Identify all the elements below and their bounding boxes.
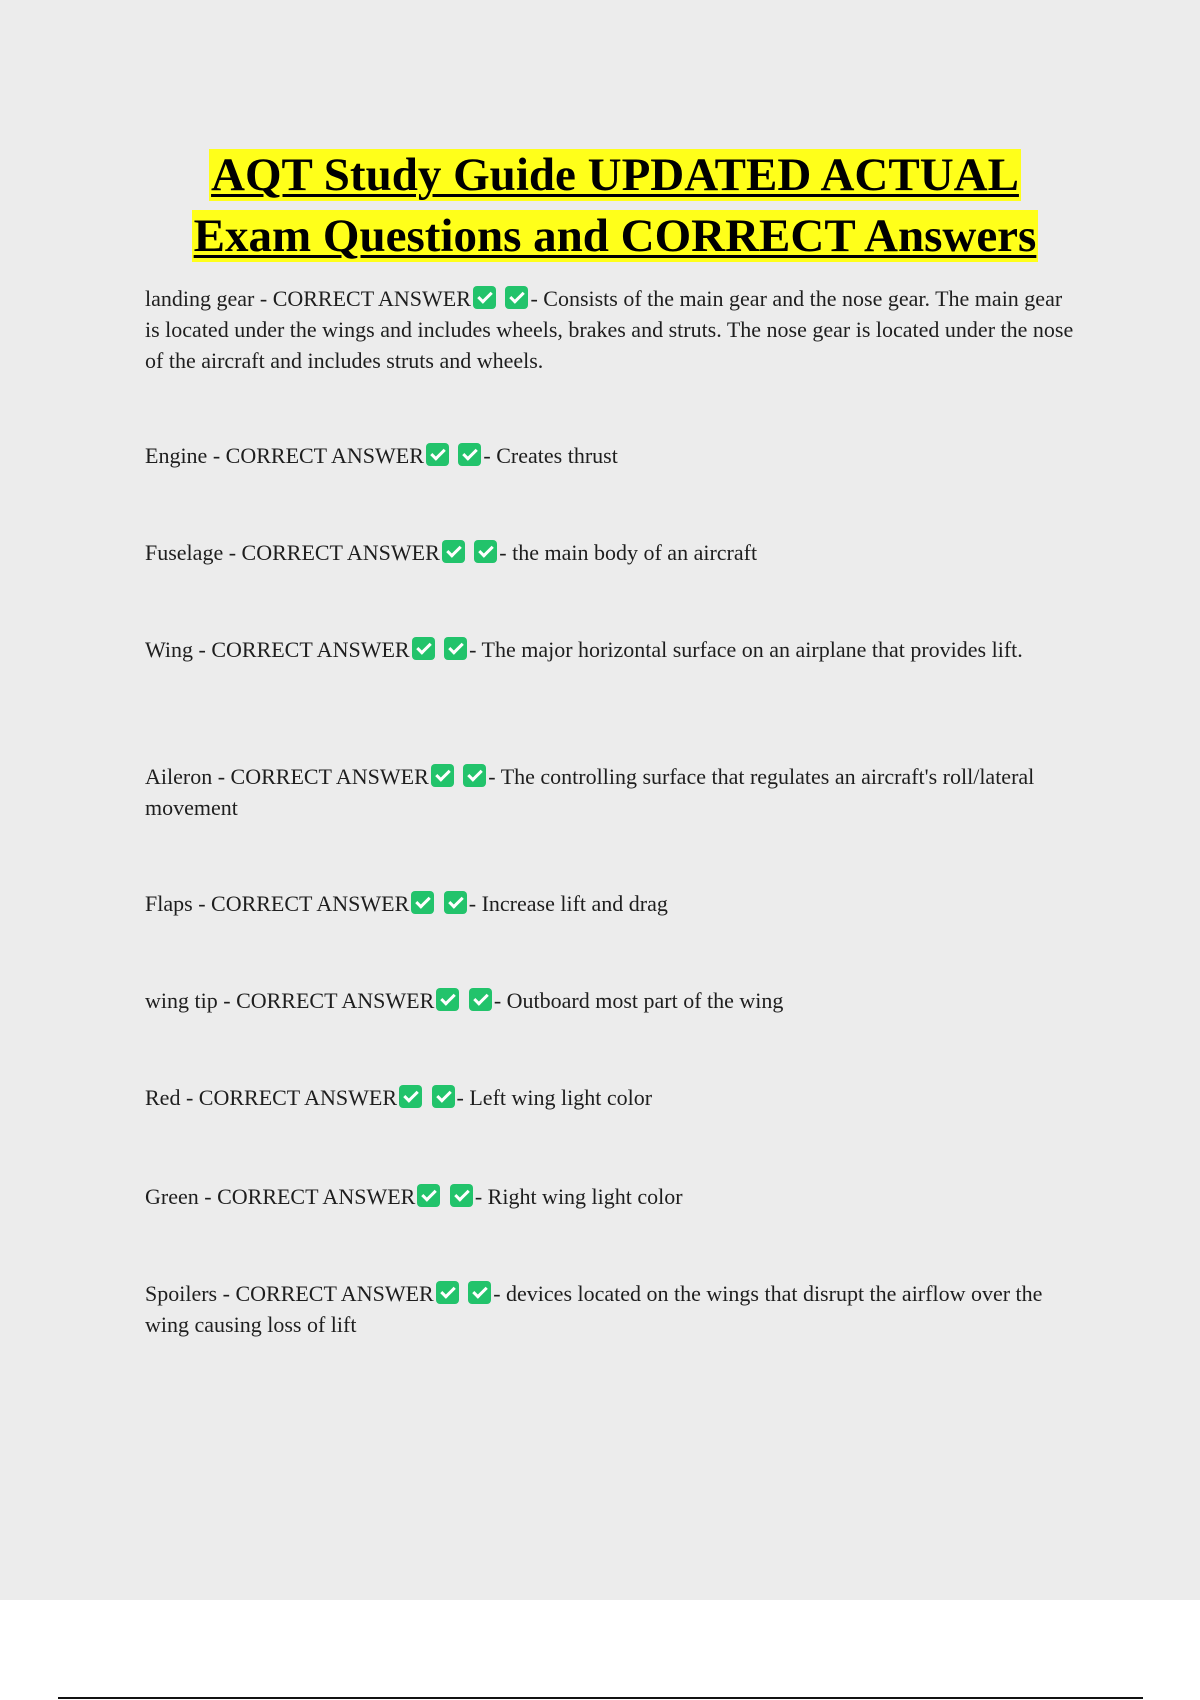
answer-marker: CORRECT ANSWER: [211, 637, 410, 662]
entry-definition: Outboard most part of the wing: [506, 988, 784, 1013]
entry-definition: Consists of the main gear and the nose gear. The main gear is located under the wings and includes wheels, brakes and struts. The nose gear is located under the nose of the aircraft and includes struts and wheels.: [145, 286, 1074, 373]
check-icon: [399, 1085, 422, 1108]
answer-marker: CORRECT ANSWER: [235, 1281, 434, 1306]
check-icon: [463, 764, 486, 787]
check-icon: [432, 1085, 455, 1108]
qa-entry: Flaps - CORRECT ANSWER - Increase lift and drag: [145, 891, 668, 916]
qa-entry: Aileron - CORRECT ANSWER - The controlling surface that regulates an aircraft's roll/lateral movement: [145, 764, 1035, 820]
check-icon: [444, 891, 467, 914]
document-title: [100, 145, 1130, 267]
check-icon: [442, 540, 465, 563]
entry-definition: Creates thrust: [496, 443, 618, 468]
entry-term: landing gear: [145, 286, 255, 311]
entry-definition: devices located on the wings that disrupt the airflow over the wing causing loss of lift: [145, 1281, 1043, 1337]
qa-entry: landing gear - CORRECT ANSWER - Consists of the main gear and the nose gear. The main gear is located under the wings and includes wheels, brakes and struts. The nose gear is located under the nose of the aircraft and includes struts and wheels.: [145, 286, 1074, 373]
entry-term: wing tip: [145, 988, 218, 1013]
check-icon: [417, 1184, 440, 1207]
check-icon: [505, 286, 528, 309]
entry-term: Red: [145, 1085, 181, 1110]
footer-divider: [58, 1697, 1143, 1699]
qa-entry: Fuselage - CORRECT ANSWER - the main body of an aircraft: [145, 540, 758, 565]
qa-entry: Red - CORRECT ANSWER - Left wing light color: [145, 1085, 653, 1110]
check-icon: [436, 988, 459, 1011]
document-title-line-1: AQT Study Guide UPDATED ACTUAL: [211, 149, 1019, 201]
entry-definition: The major horizontal surface on an airplane that provides lift.: [481, 637, 1023, 662]
qa-entry: Wing - CORRECT ANSWER - The major horizontal surface on an airplane that provides lift.: [145, 637, 1023, 662]
answer-marker: CORRECT ANSWER: [272, 286, 471, 311]
answer-marker: CORRECT ANSWER: [230, 764, 429, 789]
check-icon: [458, 443, 481, 466]
document-title-line-2: Exam Questions and CORRECT Answers: [193, 210, 1037, 262]
answer-marker: CORRECT ANSWER: [241, 540, 440, 565]
answer-marker: CORRECT ANSWER: [217, 1184, 416, 1209]
check-icon: [468, 1281, 491, 1304]
entry-definition: Increase lift and drag: [481, 891, 668, 916]
entry-definition: Right wing light color: [487, 1184, 683, 1209]
entry-term: Spoilers: [145, 1281, 218, 1306]
entry-definition: Left wing light color: [469, 1085, 653, 1110]
check-icon: [473, 286, 496, 309]
entry-term: Aileron: [145, 764, 213, 789]
answer-marker: CORRECT ANSWER: [198, 1085, 398, 1110]
entry-definition: the main body of an aircraft: [512, 540, 758, 565]
check-icon: [411, 891, 434, 914]
answer-marker: CORRECT ANSWER: [225, 443, 424, 468]
check-icon: [444, 637, 467, 660]
entry-term: Flaps: [145, 891, 193, 916]
qa-entry: Engine - CORRECT ANSWER - Creates thrust: [145, 443, 618, 468]
entry-term: Green: [145, 1184, 199, 1209]
check-icon: [436, 1281, 459, 1304]
entry-term: Wing: [145, 637, 193, 662]
entry-definition: The controlling surface that regulates an aircraft's roll/lateral movement: [145, 764, 1035, 820]
answer-marker: CORRECT ANSWER: [236, 988, 435, 1013]
entry-term: Fuselage: [145, 540, 224, 565]
check-icon: [426, 443, 449, 466]
entry-term: Engine: [145, 443, 208, 468]
check-icon: [412, 637, 435, 660]
check-icon: [431, 764, 454, 787]
qa-entry: Spoilers - CORRECT ANSWER - devices located on the wings that disrupt the airflow over the wing causing loss of lift: [145, 1281, 1043, 1337]
qa-entry: wing tip - CORRECT ANSWER - Outboard most part of the wing: [145, 988, 784, 1013]
answer-marker: CORRECT ANSWER: [211, 891, 410, 916]
check-icon: [469, 988, 492, 1011]
check-icon: [450, 1184, 473, 1207]
check-icon: [474, 540, 497, 563]
qa-entry: Green - CORRECT ANSWER - Right wing light color: [145, 1184, 683, 1209]
